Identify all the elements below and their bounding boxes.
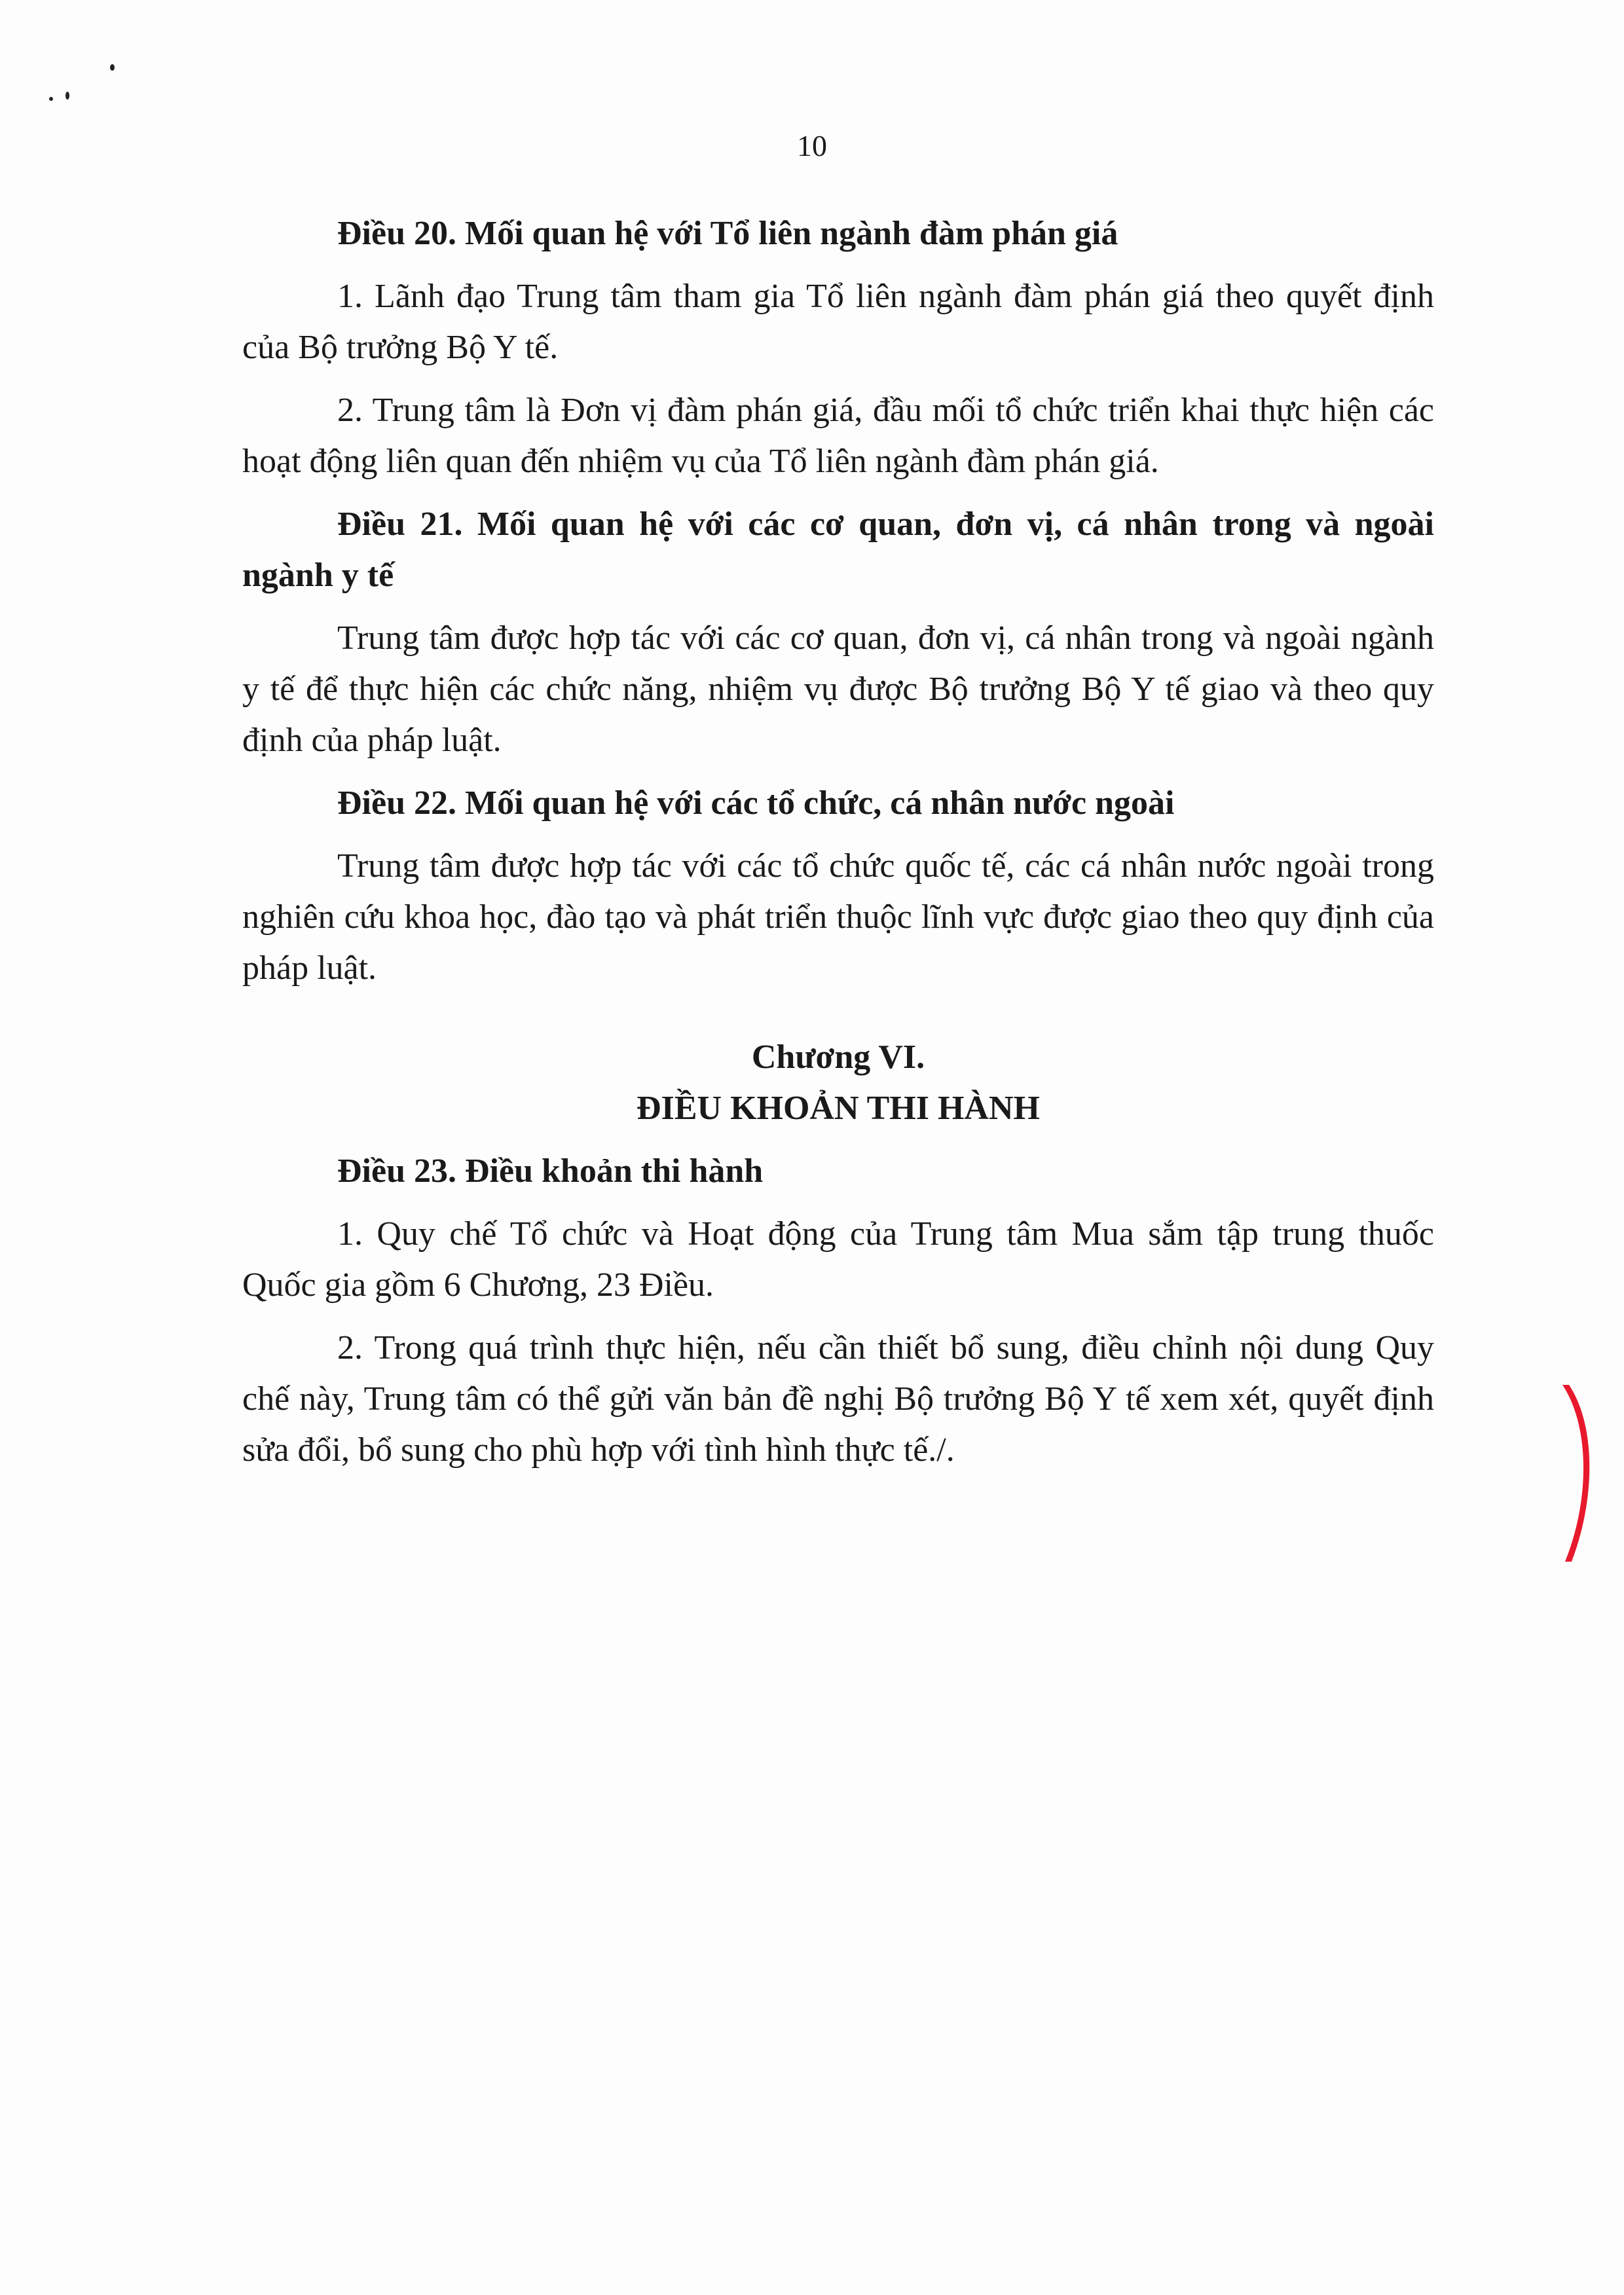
article-paragraph: Trung tâm được hợp tác với các cơ quan, đơn vị, cá nhân trong và ngoài ngành y tế để thực hiện các chức năng, nhiệm vụ được Bộ trưởng Bộ Y tế giao và theo quy định của pháp luật. — [242, 619, 1434, 759]
article-heading: Điều 20. Mối quan hệ với Tổ liên ngành đàm phán giá — [337, 215, 1118, 252]
article-heading: Điều 23. Điều khoản thi hành — [337, 1152, 764, 1190]
article-paragraph: 2. Trung tâm là Đơn vị đàm phán giá, đầu mối tổ chức triển khai thực hiện các hoạt động liên quan đến nhiệm vụ của Tổ liên ngành đàm phán giá. — [242, 392, 1434, 480]
article-heading: Điều 21. Mối quan hệ với các cơ quan, đơn vị, cá nhân trong và ngoài ngành y tế — [242, 505, 1434, 594]
chapter-heading — [242, 1032, 1434, 1134]
article-heading: Điều 22. Mối quan hệ với các tổ chức, cá nhân nước ngoài — [337, 784, 1175, 822]
article-paragraph: 1. Lãnh đạo Trung tâm tham gia Tổ liên ngành đàm phán giá theo quyết định của Bộ trưởng Bộ Y tế. — [242, 278, 1434, 366]
scan-speck — [49, 97, 53, 101]
scan-speck — [110, 64, 115, 71]
article-paragraph: 2. Trong quá trình thực hiện, nếu cần thiết bổ sung, điều chỉnh nội dung Quy chế này, Trung tâm có thể gửi văn bản đề nghị Bộ trưởng Bộ Y tế xem xét, quyết định sửa đổi, bổ sung cho phù hợp với tình hình thực tế./. — [242, 1329, 1434, 1469]
red-seal-fragment — [1557, 1385, 1596, 1562]
seal-arc — [1562, 1385, 1589, 1562]
chapter-title: ĐIỀU KHOẢN THI HÀNH — [637, 1090, 1040, 1127]
document-body — [242, 208, 1434, 1488]
chapter-label: Chương VI. — [751, 1038, 925, 1076]
article-paragraph: Trung tâm được hợp tác với các tổ chức quốc tế, các cá nhân nước ngoài trong nghiên cứu khoa học, đào tạo và phát triển thuộc lĩnh vực được giao theo quy định của pháp luật. — [242, 847, 1434, 987]
article-paragraph: 1. Quy chế Tổ chức và Hoạt động của Trung tâm Mua sắm tập trung thuốc Quốc gia gồm 6 Chương, 23 Điều. — [242, 1215, 1434, 1304]
article-22 — [242, 778, 1434, 994]
article-20 — [242, 208, 1434, 487]
page-number: 10 — [797, 129, 827, 162]
scan-speck — [65, 92, 69, 100]
article-23 — [242, 1146, 1434, 1476]
article-21 — [242, 499, 1434, 766]
